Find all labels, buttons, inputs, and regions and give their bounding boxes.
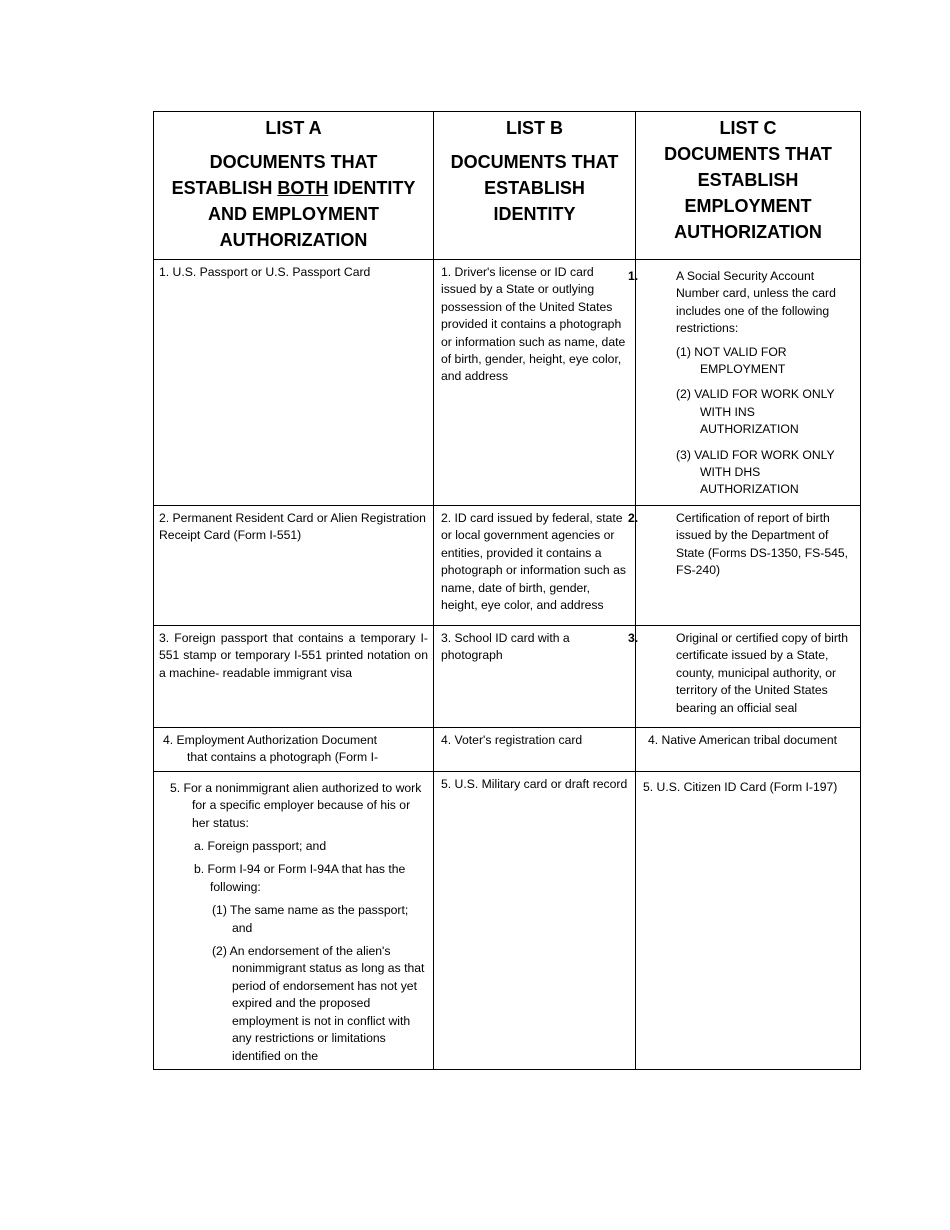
list-a-item-1: 1. U.S. Passport or U.S. Passport Card (154, 260, 434, 506)
list-a-title: LIST A (265, 118, 322, 138)
table-header-row (154, 112, 861, 260)
list-a-item-4-line1: 4. Employment Authorization Document (163, 733, 378, 747)
list-a-item-5b: b. Form I-94 or Form I-94A that has the following: (194, 862, 406, 894)
list-a-item-5-main: 5. For a nonimmigrant alien authorized to work for a specific employer because of his or her status: (170, 780, 422, 830)
list-c-item-3 (628, 626, 861, 728)
list-a-item-2: 2. Permanent Resident Card or Alien Registration Receipt Card (Form I-551) (154, 506, 434, 626)
table-row (154, 728, 861, 772)
list-a-item-4-line2: that contains a photograph (Form I- (187, 750, 379, 765)
list-c-header (636, 112, 861, 260)
table-row (154, 626, 861, 728)
list-c-item-1 (628, 260, 861, 506)
list-b-item-3: 3. School ID card with a photograph (434, 626, 636, 728)
list-b-item-1: 1. Driver's license or ID card issued by a State or outlying possession of the United States provided it contains a photograph or information such as name, date of birth, gender, height, eye color, and address (434, 260, 636, 506)
list-a-item-5b-2: (2) An endorsement of the alien's nonimmigrant status as long as that period of endorsement has not yet expired and the proposed employment is not in conflict with any restrictions or limitations identified on the (212, 944, 425, 1063)
list-c-item-2 (628, 506, 861, 626)
list-c-title: LIST C (719, 118, 777, 138)
list-a-item-3: 3. Foreign passport that contains a temporary I-551 stamp or temporary I-551 printed notation on a machine- readable immigrant visa (154, 626, 434, 728)
list-b-description: DOCUMENTS THAT ESTABLISH IDENTITY (450, 152, 619, 224)
restriction-3: (3) VALID FOR WORK ONLY WITH DHS AUTHORIZATION (676, 447, 835, 497)
list-a-description: DOCUMENTS THAT ESTABLISH BOTH IDENTITY AND EMPLOYMENT AUTHORIZATION (171, 152, 416, 250)
list-c-item-5: 5. U.S. Citizen ID Card (Form I-197) (636, 771, 861, 1069)
list-c-item-1-main: 1. A Social Security Account Number card, unless the card includes one of the following restrictions: (628, 269, 836, 336)
list-c-item-3-main: 3. Original or certified copy of birth certificate issued by a State, county, municipal authority, or territory of the United States bearing an official seal (628, 631, 849, 715)
list-b-item-5: 5. U.S. Military card or draft record (434, 771, 636, 1069)
list-a-item-5 (154, 771, 434, 1069)
restriction-1: (1) NOT VALID FOR EMPLOYMENT (676, 344, 787, 377)
table-row (154, 506, 861, 626)
list-b-title: LIST B (506, 118, 563, 138)
restriction-2: (2) VALID FOR WORK ONLY WITH INS AUTHORIZATION (676, 387, 835, 437)
list-a-header (154, 112, 434, 260)
both-emphasis: BOTH (277, 178, 329, 198)
list-b-item-2: 2. ID card issued by federal, state or local government agencies or entities, provided it contains a photograph or information such as name, date of birth, gender, height, eye color, and address (434, 506, 636, 626)
list-b-header (434, 112, 636, 260)
list-c-item-2-main: 2. Certification of report of birth issued by the Department of State (Forms DS-1350, FS-545, FS-240) (628, 511, 849, 578)
list-a-item-5a: a. Foreign passport; and (194, 839, 327, 854)
list-a-item-5b-1: (1) The same name as the passport; and (212, 903, 409, 935)
list-c-description: DOCUMENTS THAT ESTABLISH EMPLOYMENT AUTHORIZATION (664, 144, 832, 242)
list-a-item-4 (154, 728, 434, 772)
list-b-item-4: 4. Voter's registration card (434, 728, 636, 772)
table-row (154, 260, 861, 506)
table-row (154, 771, 861, 1069)
list-c-item-4: 4. Native American tribal document (636, 728, 861, 772)
document-lists-table (153, 111, 861, 1070)
